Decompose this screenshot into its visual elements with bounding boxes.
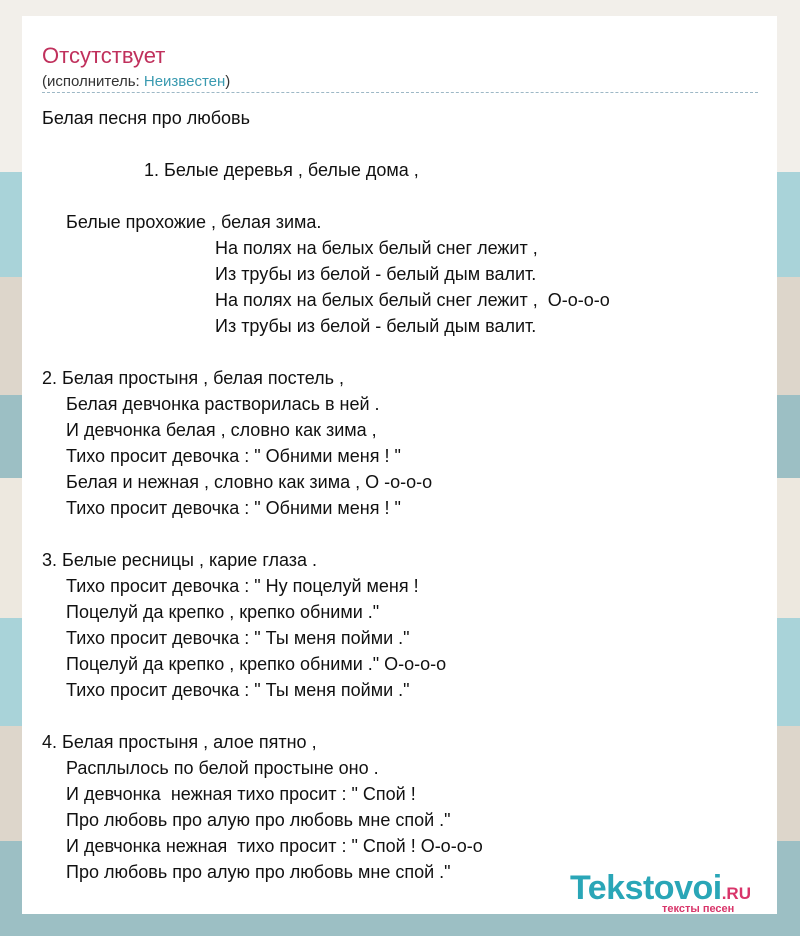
lyrics-line: Белая и нежная , словно как зима , О -о-о-о bbox=[66, 472, 433, 492]
site-logo[interactable] bbox=[570, 869, 751, 915]
artist-suffix: ) bbox=[225, 73, 231, 90]
lyrics-line: Белая песня про любовь bbox=[42, 108, 250, 128]
lyrics-line: Белые прохожие , белая зима. bbox=[66, 212, 322, 232]
lyrics-line: И девчонка белая , словно как зима , bbox=[66, 420, 377, 440]
lyrics-line: 3. Белые ресницы , карие глаза . bbox=[42, 550, 318, 570]
lyrics-line: Расплылось по белой простыне оно . bbox=[66, 758, 379, 778]
lyrics-line: 1. Белые деревья , белые дома , bbox=[144, 160, 419, 180]
lyrics-line: Тихо просит девочка : " Обними меня ! " bbox=[66, 446, 401, 466]
lyrics-line: На полях на белых белый снег лежит , bbox=[215, 238, 538, 258]
lyrics-line: Тихо просит девочка : " Ты меня пойми ." bbox=[66, 628, 410, 648]
lyrics-line: Поцелуй да крепко , крепко обними ." bbox=[66, 602, 380, 622]
lyrics-line: Тихо просит девочка : " Ты меня пойми ." bbox=[66, 680, 410, 700]
lyrics-line: И девчонка нежная тихо просит : " Спой ! О-о-о-о bbox=[66, 836, 483, 856]
logo-tld: .RU bbox=[721, 884, 751, 903]
lyrics-line: Белая девчонка растворилась в ней . bbox=[66, 394, 380, 414]
lyrics-line: Про любовь про алую про любовь мне спой ." bbox=[66, 862, 451, 882]
song-title: Отсутствует bbox=[42, 43, 166, 68]
lyrics-line: Из трубы из белой - белый дым валит. bbox=[215, 316, 537, 336]
lyrics-line: Поцелуй да крепко , крепко обними ." О-о-о-о bbox=[66, 654, 447, 674]
artist-prefix: (исполнитель: bbox=[42, 73, 144, 90]
lyrics-line: И девчонка нежная тихо просит : " Спой ! bbox=[66, 784, 416, 804]
lyrics-line: Из трубы из белой - белый дым валит. bbox=[215, 264, 537, 284]
lyrics-line: Тихо просит девочка : " Обними меня ! " bbox=[66, 498, 401, 518]
logo-name: Tekstovoi bbox=[570, 869, 722, 907]
title-divider bbox=[42, 92, 758, 93]
logo-tagline: тексты песен bbox=[662, 903, 735, 915]
lyrics-line: Тихо просит девочка : " Ну поцелуй меня ! bbox=[66, 576, 419, 596]
artist-link[interactable]: Неизвестен bbox=[143, 73, 226, 90]
lyrics-card bbox=[22, 16, 777, 914]
artist-line bbox=[42, 72, 230, 92]
lyrics-line: 2. Белая простыня , белая постель , bbox=[42, 368, 345, 388]
lyrics-line: Про любовь про алую про любовь мне спой ." bbox=[66, 810, 451, 830]
lyrics-line: На полях на белых белый снег лежит , О-о-о-о bbox=[215, 290, 610, 310]
lyrics-line: 4. Белая простыня , алое пятно , bbox=[42, 732, 317, 752]
